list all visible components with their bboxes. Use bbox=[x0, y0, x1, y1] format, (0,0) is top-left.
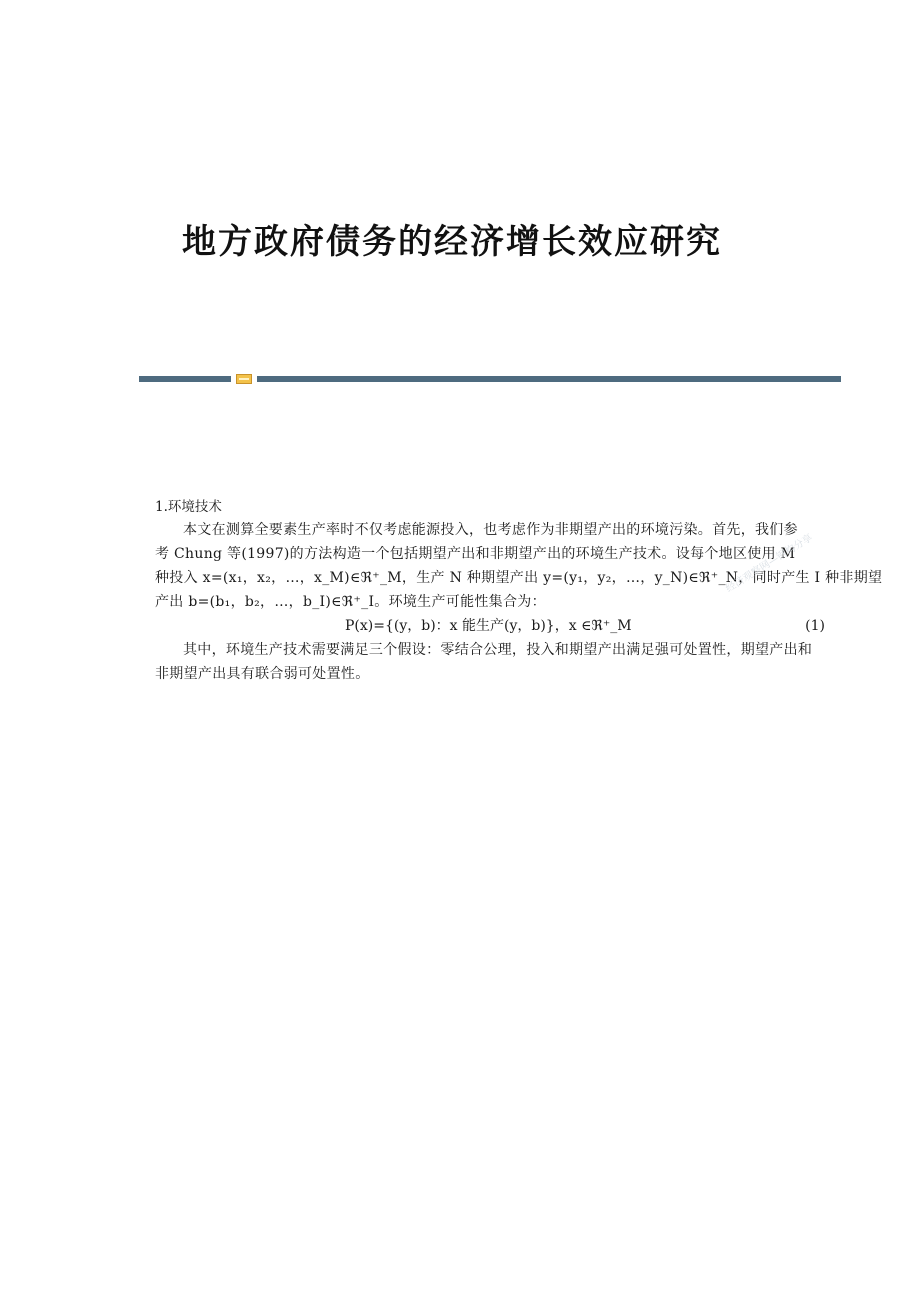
watermark-text: 经济观察网—钢构分享 bbox=[724, 532, 815, 595]
divider-bar-right bbox=[257, 376, 841, 382]
divider-marker-icon bbox=[236, 374, 252, 384]
paragraph-1-line-3: 种投入 x=(x₁，x₂，…，x_M)∈ℜ⁺_M，生产 N 种期望产出 y=(y₁，y₂，…，y_N)∈ℜ⁺_N，同时产生 I 种非期望 bbox=[155, 570, 883, 586]
title-divider bbox=[139, 374, 841, 384]
formula-equation: P(x)={(y，b)：x 能生产(y，b)}，x ∈ℜ⁺_M bbox=[345, 618, 632, 634]
paragraph-2-line-1: 其中，环境生产技术需要满足三个假设：零结合公理，投入和期望产出满足强可处置性，期望产出和 bbox=[183, 642, 813, 658]
paragraph-1-line-1: 本文在测算全要素生产率时不仅考虑能源投入，也考虑作为非期望产出的环境污染。首先，我们参 bbox=[183, 522, 798, 538]
formula-number: (1) bbox=[805, 618, 825, 634]
formula-row bbox=[155, 614, 827, 638]
paragraph-1-line-4: 产出 b=(b₁，b₂，…，b_I)∈ℜ⁺_I。环境生产可能性集合为： bbox=[155, 594, 546, 610]
paragraph-1-line-2: 考 Chung 等(1997)的方法构造一个包括期望产出和非期望产出的环境生产技术。设每个地区使用 M bbox=[155, 546, 796, 562]
paragraph-2-line-2: 非期望产出具有联合弱可处置性。 bbox=[155, 666, 370, 682]
paragraph-1 bbox=[155, 518, 883, 614]
document-title: 地方政府债务的经济增长效应研究 bbox=[182, 222, 722, 262]
divider-bar-left bbox=[139, 376, 231, 382]
section-heading: 1.环境技术 bbox=[155, 499, 222, 515]
paragraph-2 bbox=[155, 638, 827, 686]
section-body bbox=[155, 496, 883, 686]
